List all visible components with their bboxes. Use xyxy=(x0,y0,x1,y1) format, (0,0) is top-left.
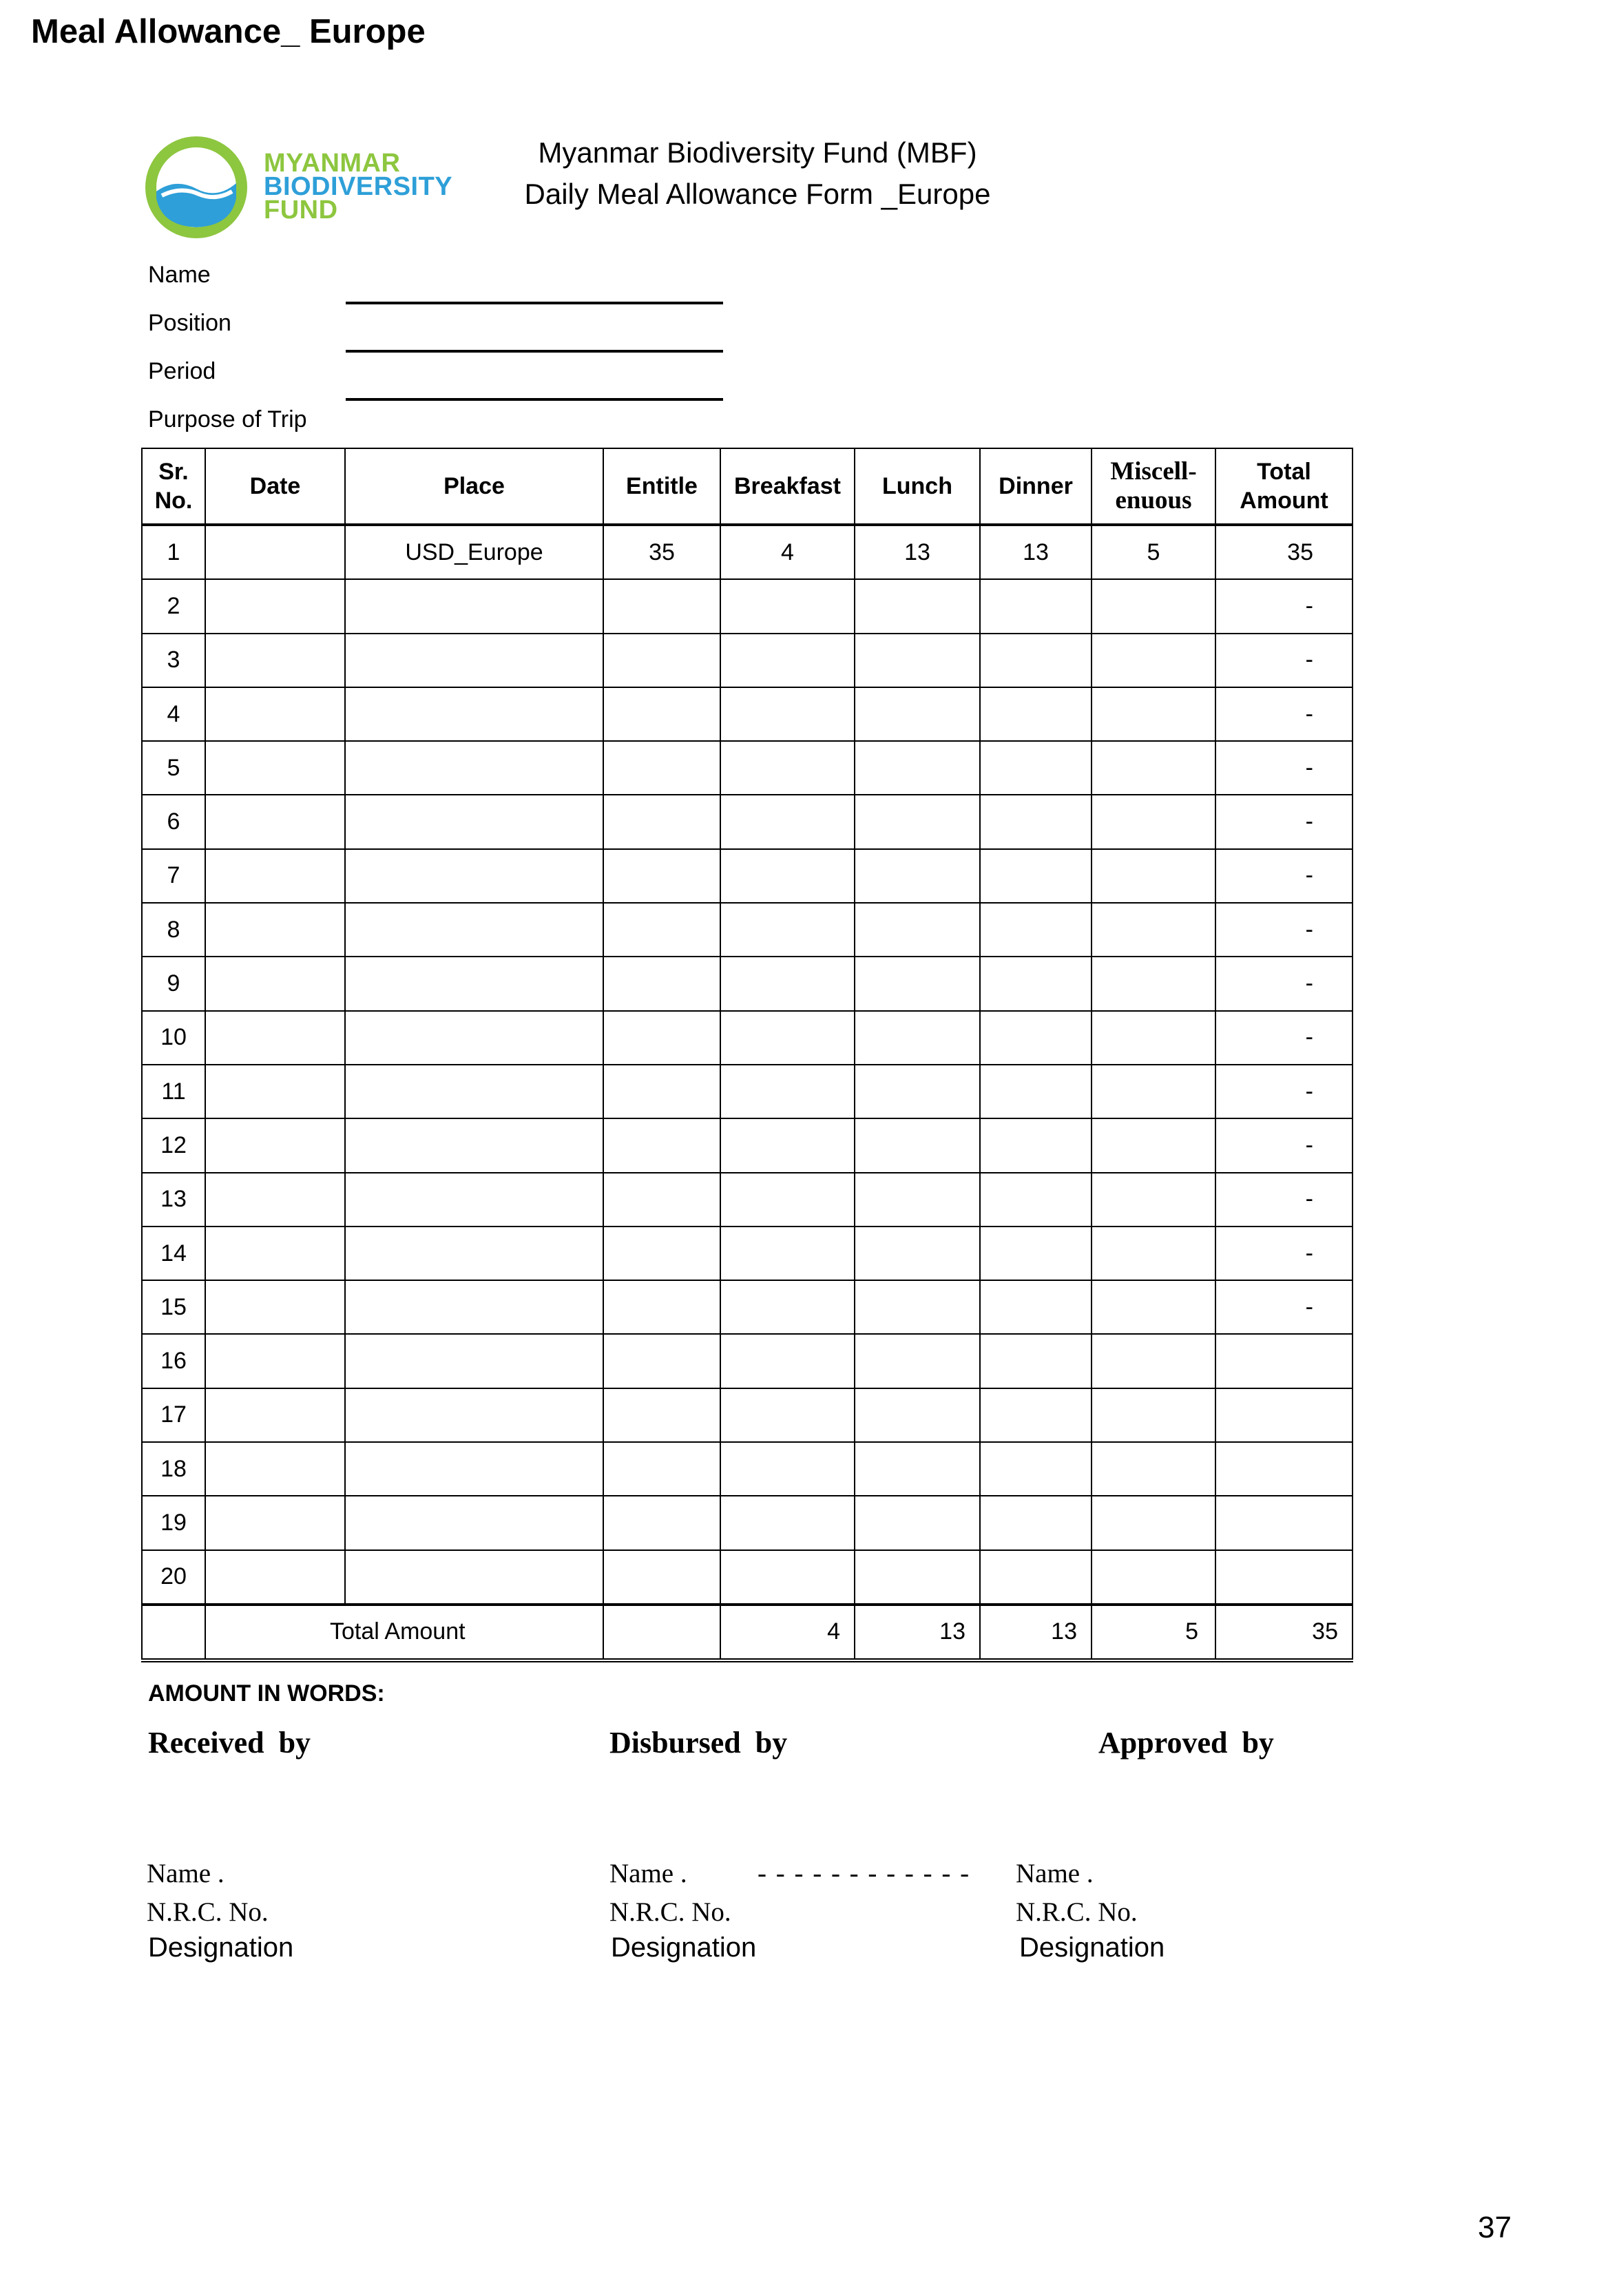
cell-place[interactable] xyxy=(345,1227,603,1280)
cell-date[interactable] xyxy=(205,1496,345,1549)
cell-total[interactable]: - xyxy=(1215,957,1353,1010)
cell-sr: 19 xyxy=(142,1496,205,1549)
amount-in-words-label: AMOUNT IN WORDS: xyxy=(148,1680,385,1707)
cell-sr: 14 xyxy=(142,1227,205,1280)
cell-date[interactable] xyxy=(205,1334,345,1388)
cell-sr: 1 xyxy=(142,525,205,579)
cell-entitle[interactable] xyxy=(603,741,720,795)
cell-date[interactable] xyxy=(205,1173,345,1227)
cell-breakfast[interactable] xyxy=(720,849,855,903)
cell-sr: 16 xyxy=(142,1334,205,1388)
form-title xyxy=(413,132,1102,215)
table-row xyxy=(142,1118,1353,1172)
cell-entitle[interactable] xyxy=(603,795,720,848)
table-row xyxy=(142,1442,1353,1496)
cell-misc[interactable] xyxy=(1092,1334,1215,1388)
cell-dinner[interactable] xyxy=(980,957,1092,1010)
header-total: Total Amount xyxy=(1215,448,1353,525)
cell-breakfast[interactable] xyxy=(720,1227,855,1280)
approved-designation-label: Designation xyxy=(1019,1932,1165,1963)
cell-sr: 11 xyxy=(142,1065,205,1118)
cell-total[interactable]: - xyxy=(1215,1065,1353,1118)
header-breakfast: Breakfast xyxy=(720,448,855,525)
disbursed-nrc-label: N.R.C. No. xyxy=(609,1897,731,1927)
cell-dinner[interactable] xyxy=(980,1173,1092,1227)
cell-date[interactable] xyxy=(205,1388,345,1442)
table-row xyxy=(142,741,1353,795)
cell-date[interactable] xyxy=(205,849,345,903)
cell-breakfast[interactable] xyxy=(720,687,855,741)
total-row-lunch: 13 xyxy=(855,1605,980,1660)
cell-sr: 15 xyxy=(142,1280,205,1334)
received-by-heading: Received by xyxy=(148,1726,311,1760)
mbf-logo xyxy=(141,132,458,242)
cell-dinner[interactable] xyxy=(980,1065,1092,1118)
mbf-logo-emblem-icon xyxy=(141,132,251,242)
cell-entitle[interactable] xyxy=(603,1334,720,1388)
table-row xyxy=(142,687,1353,741)
received-name-label: Name . xyxy=(147,1859,225,1888)
cell-sr: 3 xyxy=(142,634,205,687)
cell-breakfast[interactable] xyxy=(720,1011,855,1065)
table-row xyxy=(142,1280,1353,1334)
cell-misc[interactable] xyxy=(1092,1065,1215,1118)
cell-misc[interactable] xyxy=(1092,1388,1215,1442)
cell-date[interactable] xyxy=(205,741,345,795)
disbursed-name-label: Name . xyxy=(609,1859,687,1888)
cell-total[interactable]: - xyxy=(1215,1173,1353,1227)
cell-date[interactable] xyxy=(205,1118,345,1172)
disbursed-designation-label: Designation xyxy=(611,1932,757,1963)
cell-place[interactable] xyxy=(345,1118,603,1172)
received-designation-label: Designation xyxy=(148,1932,294,1963)
meal-allowance-table xyxy=(141,448,1353,1662)
cell-misc[interactable] xyxy=(1092,1442,1215,1496)
cell-lunch[interactable] xyxy=(855,957,980,1010)
cell-sr: 9 xyxy=(142,957,205,1010)
cell-breakfast[interactable] xyxy=(720,741,855,795)
cell-sr: 17 xyxy=(142,1388,205,1442)
cell-misc[interactable] xyxy=(1092,1496,1215,1549)
cell-breakfast[interactable] xyxy=(720,1388,855,1442)
cell-misc[interactable] xyxy=(1092,1118,1215,1172)
cell-entitle[interactable] xyxy=(603,1280,720,1334)
cell-misc[interactable] xyxy=(1092,579,1215,633)
cell-date[interactable] xyxy=(205,1280,345,1334)
cell-lunch[interactable] xyxy=(855,1011,980,1065)
total-row-misc: 5 xyxy=(1092,1605,1215,1660)
cell-total[interactable]: - xyxy=(1215,795,1353,848)
cell-entitle[interactable] xyxy=(603,634,720,687)
cell-place[interactable] xyxy=(345,1280,603,1334)
cell-entitle[interactable]: 35 xyxy=(603,525,720,579)
received-nrc-label: N.R.C. No. xyxy=(147,1897,269,1927)
table-row xyxy=(142,1065,1353,1118)
org-title-line2: Daily Meal Allowance Form _Europe xyxy=(524,178,991,210)
cell-dinner[interactable] xyxy=(980,634,1092,687)
cell-total[interactable]: - xyxy=(1215,579,1353,633)
org-title-line1: Myanmar Biodiversity Fund (MBF) xyxy=(538,136,977,169)
table-row xyxy=(142,1334,1353,1388)
cell-place[interactable] xyxy=(345,1065,603,1118)
header-dinner: Dinner xyxy=(980,448,1092,525)
cell-total[interactable]: - xyxy=(1215,903,1353,957)
disbursed-by-heading: Disbursed by xyxy=(609,1726,788,1760)
cell-date[interactable] xyxy=(205,1550,345,1605)
cell-place[interactable] xyxy=(345,579,603,633)
cell-breakfast[interactable] xyxy=(720,1496,855,1549)
cell-misc[interactable] xyxy=(1092,1011,1215,1065)
table-row xyxy=(142,634,1353,687)
total-row-total: 35 xyxy=(1215,1605,1353,1660)
cell-misc[interactable] xyxy=(1092,957,1215,1010)
cell-entitle[interactable] xyxy=(603,957,720,1010)
cell-dinner[interactable]: 13 xyxy=(980,525,1092,579)
cell-sr: 7 xyxy=(142,849,205,903)
cell-total[interactable]: - xyxy=(1215,1280,1353,1334)
cell-date[interactable] xyxy=(205,579,345,633)
total-row-entitle xyxy=(603,1605,720,1660)
total-row-sr xyxy=(142,1605,205,1660)
cell-breakfast[interactable] xyxy=(720,795,855,848)
cell-total[interactable] xyxy=(1215,1550,1353,1605)
cell-place[interactable] xyxy=(345,1388,603,1442)
table-row xyxy=(142,1173,1353,1227)
cell-sr: 5 xyxy=(142,741,205,795)
purpose-label: Purpose of Trip xyxy=(148,406,307,432)
cell-lunch[interactable]: 13 xyxy=(855,525,980,579)
table-header-row xyxy=(142,448,1353,525)
cell-dinner[interactable] xyxy=(980,1011,1092,1065)
logo-line3: FUND xyxy=(264,196,338,225)
cell-total[interactable]: - xyxy=(1215,1227,1353,1280)
cell-lunch[interactable] xyxy=(855,687,980,741)
cell-sr: 12 xyxy=(142,1118,205,1172)
cell-place[interactable]: USD_Europe xyxy=(345,525,603,579)
cell-sr: 18 xyxy=(142,1442,205,1496)
total-row-dinner: 13 xyxy=(980,1605,1092,1660)
approved-by-heading: Approved by xyxy=(1098,1726,1274,1760)
cell-sr: 20 xyxy=(142,1550,205,1605)
table-row xyxy=(142,1496,1353,1549)
cell-lunch[interactable] xyxy=(855,1280,980,1334)
cell-breakfast[interactable] xyxy=(720,1065,855,1118)
cell-place[interactable] xyxy=(345,849,603,903)
cell-place[interactable] xyxy=(345,1496,603,1549)
cell-entitle[interactable] xyxy=(603,1388,720,1442)
name-field[interactable] xyxy=(346,302,723,304)
cell-date[interactable] xyxy=(205,525,345,579)
cell-breakfast[interactable] xyxy=(720,903,855,957)
cell-breakfast[interactable] xyxy=(720,1173,855,1227)
table-row xyxy=(142,1011,1353,1065)
name-label: Name xyxy=(148,262,211,288)
cell-date[interactable] xyxy=(205,795,345,848)
cell-lunch[interactable] xyxy=(855,634,980,687)
cell-total[interactable]: - xyxy=(1215,1118,1353,1172)
period-label: Period xyxy=(148,358,216,384)
header-lunch: Lunch xyxy=(855,448,980,525)
cell-dinner[interactable] xyxy=(980,1334,1092,1388)
cell-misc[interactable] xyxy=(1092,1173,1215,1227)
approved-name-label: Name . xyxy=(1016,1859,1094,1888)
cell-misc[interactable] xyxy=(1092,795,1215,848)
cell-lunch[interactable] xyxy=(855,795,980,848)
cell-date[interactable] xyxy=(205,1065,345,1118)
header-entitle: Entitle xyxy=(603,448,720,525)
period-field[interactable] xyxy=(346,398,723,401)
cell-date[interactable] xyxy=(205,1227,345,1280)
cell-lunch[interactable] xyxy=(855,1442,980,1496)
table-row xyxy=(142,903,1353,957)
cell-place[interactable] xyxy=(345,795,603,848)
cell-dinner[interactable] xyxy=(980,795,1092,848)
cell-place[interactable] xyxy=(345,741,603,795)
cell-entitle[interactable] xyxy=(603,1442,720,1496)
logo-line2: BIODIVERSITY xyxy=(264,172,453,201)
cell-breakfast[interactable] xyxy=(720,1280,855,1334)
cell-misc[interactable] xyxy=(1092,849,1215,903)
cell-total[interactable]: 35 xyxy=(1215,525,1353,579)
cell-entitle[interactable] xyxy=(603,1011,720,1065)
cell-date[interactable] xyxy=(205,1442,345,1496)
cell-entitle[interactable] xyxy=(603,1496,720,1549)
cell-sr: 10 xyxy=(142,1011,205,1065)
cell-dinner[interactable] xyxy=(980,1496,1092,1549)
cell-total[interactable]: - xyxy=(1215,634,1353,687)
header-date: Date xyxy=(205,448,345,525)
cell-breakfast[interactable] xyxy=(720,579,855,633)
cell-misc[interactable] xyxy=(1092,1227,1215,1280)
cell-date[interactable] xyxy=(205,634,345,687)
table-row xyxy=(142,525,1353,579)
cell-lunch[interactable] xyxy=(855,579,980,633)
table-row xyxy=(142,579,1353,633)
cell-date[interactable] xyxy=(205,1011,345,1065)
cell-place[interactable] xyxy=(345,903,603,957)
table-row xyxy=(142,849,1353,903)
cell-lunch[interactable] xyxy=(855,1388,980,1442)
cell-total[interactable] xyxy=(1215,1388,1353,1442)
cell-entitle[interactable] xyxy=(603,903,720,957)
table-row xyxy=(142,795,1353,848)
cell-total[interactable] xyxy=(1215,1496,1353,1549)
cell-dinner[interactable] xyxy=(980,849,1092,903)
cell-misc[interactable]: 5 xyxy=(1092,525,1215,579)
cell-breakfast[interactable] xyxy=(720,1550,855,1605)
cell-lunch[interactable] xyxy=(855,1227,980,1280)
cell-breakfast[interactable] xyxy=(720,634,855,687)
cell-breakfast[interactable] xyxy=(720,957,855,1010)
table-row xyxy=(142,1388,1353,1442)
cell-misc[interactable] xyxy=(1092,1280,1215,1334)
cell-lunch[interactable] xyxy=(855,1173,980,1227)
cell-dinner[interactable] xyxy=(980,1280,1092,1334)
total-row xyxy=(142,1605,1353,1660)
cell-total[interactable]: - xyxy=(1215,1011,1353,1065)
cell-sr: 4 xyxy=(142,687,205,741)
cell-dinner[interactable] xyxy=(980,1118,1092,1172)
approved-nrc-label: N.R.C. No. xyxy=(1016,1897,1138,1927)
cell-entitle[interactable] xyxy=(603,1173,720,1227)
cell-dinner[interactable] xyxy=(980,903,1092,957)
cell-date[interactable] xyxy=(205,687,345,741)
disbursed-name-dashes: - - - - - - - - - - - - xyxy=(758,1859,971,1888)
cell-dinner[interactable] xyxy=(980,1442,1092,1496)
cell-breakfast[interactable]: 4 xyxy=(720,525,855,579)
cell-place[interactable] xyxy=(345,1442,603,1496)
cell-lunch[interactable] xyxy=(855,1118,980,1172)
cell-lunch[interactable] xyxy=(855,1496,980,1549)
cell-entitle[interactable] xyxy=(603,849,720,903)
cell-misc[interactable] xyxy=(1092,687,1215,741)
cell-lunch[interactable] xyxy=(855,1065,980,1118)
cell-misc[interactable] xyxy=(1092,634,1215,687)
table-row xyxy=(142,957,1353,1010)
page-number: 37 xyxy=(1478,2211,1512,2244)
cell-dinner[interactable] xyxy=(980,1550,1092,1605)
cell-dinner[interactable] xyxy=(980,579,1092,633)
cell-dinner[interactable] xyxy=(980,687,1092,741)
cell-total[interactable] xyxy=(1215,1334,1353,1388)
cell-misc[interactable] xyxy=(1092,1550,1215,1605)
cell-misc[interactable] xyxy=(1092,741,1215,795)
cell-breakfast[interactable] xyxy=(720,1442,855,1496)
cell-total[interactable]: - xyxy=(1215,687,1353,741)
cell-breakfast[interactable] xyxy=(720,1334,855,1388)
cell-date[interactable] xyxy=(205,957,345,1010)
cell-breakfast[interactable] xyxy=(720,1118,855,1172)
cell-sr: 8 xyxy=(142,903,205,957)
header-place: Place xyxy=(345,448,603,525)
logo-line1: MYANMAR xyxy=(264,149,401,178)
total-row-label: Total Amount xyxy=(205,1605,603,1660)
cell-entitle[interactable] xyxy=(603,1065,720,1118)
cell-lunch[interactable] xyxy=(855,849,980,903)
cell-date[interactable] xyxy=(205,903,345,957)
cell-place[interactable] xyxy=(345,687,603,741)
page-heading: Meal Allowance_ Europe xyxy=(31,13,426,50)
cell-entitle[interactable] xyxy=(603,687,720,741)
cell-lunch[interactable] xyxy=(855,1334,980,1388)
cell-place[interactable] xyxy=(345,1550,603,1605)
header-misc: Miscell- enuous xyxy=(1092,448,1215,525)
cell-entitle[interactable] xyxy=(603,1118,720,1172)
cell-entitle[interactable] xyxy=(603,1550,720,1605)
position-field[interactable] xyxy=(346,350,723,353)
cell-misc[interactable] xyxy=(1092,903,1215,957)
cell-lunch[interactable] xyxy=(855,903,980,957)
cell-dinner[interactable] xyxy=(980,741,1092,795)
cell-lunch[interactable] xyxy=(855,1550,980,1605)
table-row xyxy=(142,1227,1353,1280)
cell-total[interactable] xyxy=(1215,1442,1353,1496)
position-label: Position xyxy=(148,310,231,336)
cell-entitle[interactable] xyxy=(603,579,720,633)
cell-place[interactable] xyxy=(345,1173,603,1227)
cell-total[interactable]: - xyxy=(1215,849,1353,903)
cell-place[interactable] xyxy=(345,634,603,687)
header-sr: Sr. No. xyxy=(142,448,205,525)
cell-sr: 13 xyxy=(142,1173,205,1227)
cell-sr: 6 xyxy=(142,795,205,848)
cell-place[interactable] xyxy=(345,1011,603,1065)
cell-entitle[interactable] xyxy=(603,1227,720,1280)
cell-total[interactable]: - xyxy=(1215,741,1353,795)
cell-dinner[interactable] xyxy=(980,1227,1092,1280)
cell-dinner[interactable] xyxy=(980,1388,1092,1442)
table-row xyxy=(142,1550,1353,1605)
cell-lunch[interactable] xyxy=(855,741,980,795)
total-row-breakfast: 4 xyxy=(720,1605,855,1660)
cell-sr: 2 xyxy=(142,579,205,633)
cell-place[interactable] xyxy=(345,1334,603,1388)
cell-place[interactable] xyxy=(345,957,603,1010)
